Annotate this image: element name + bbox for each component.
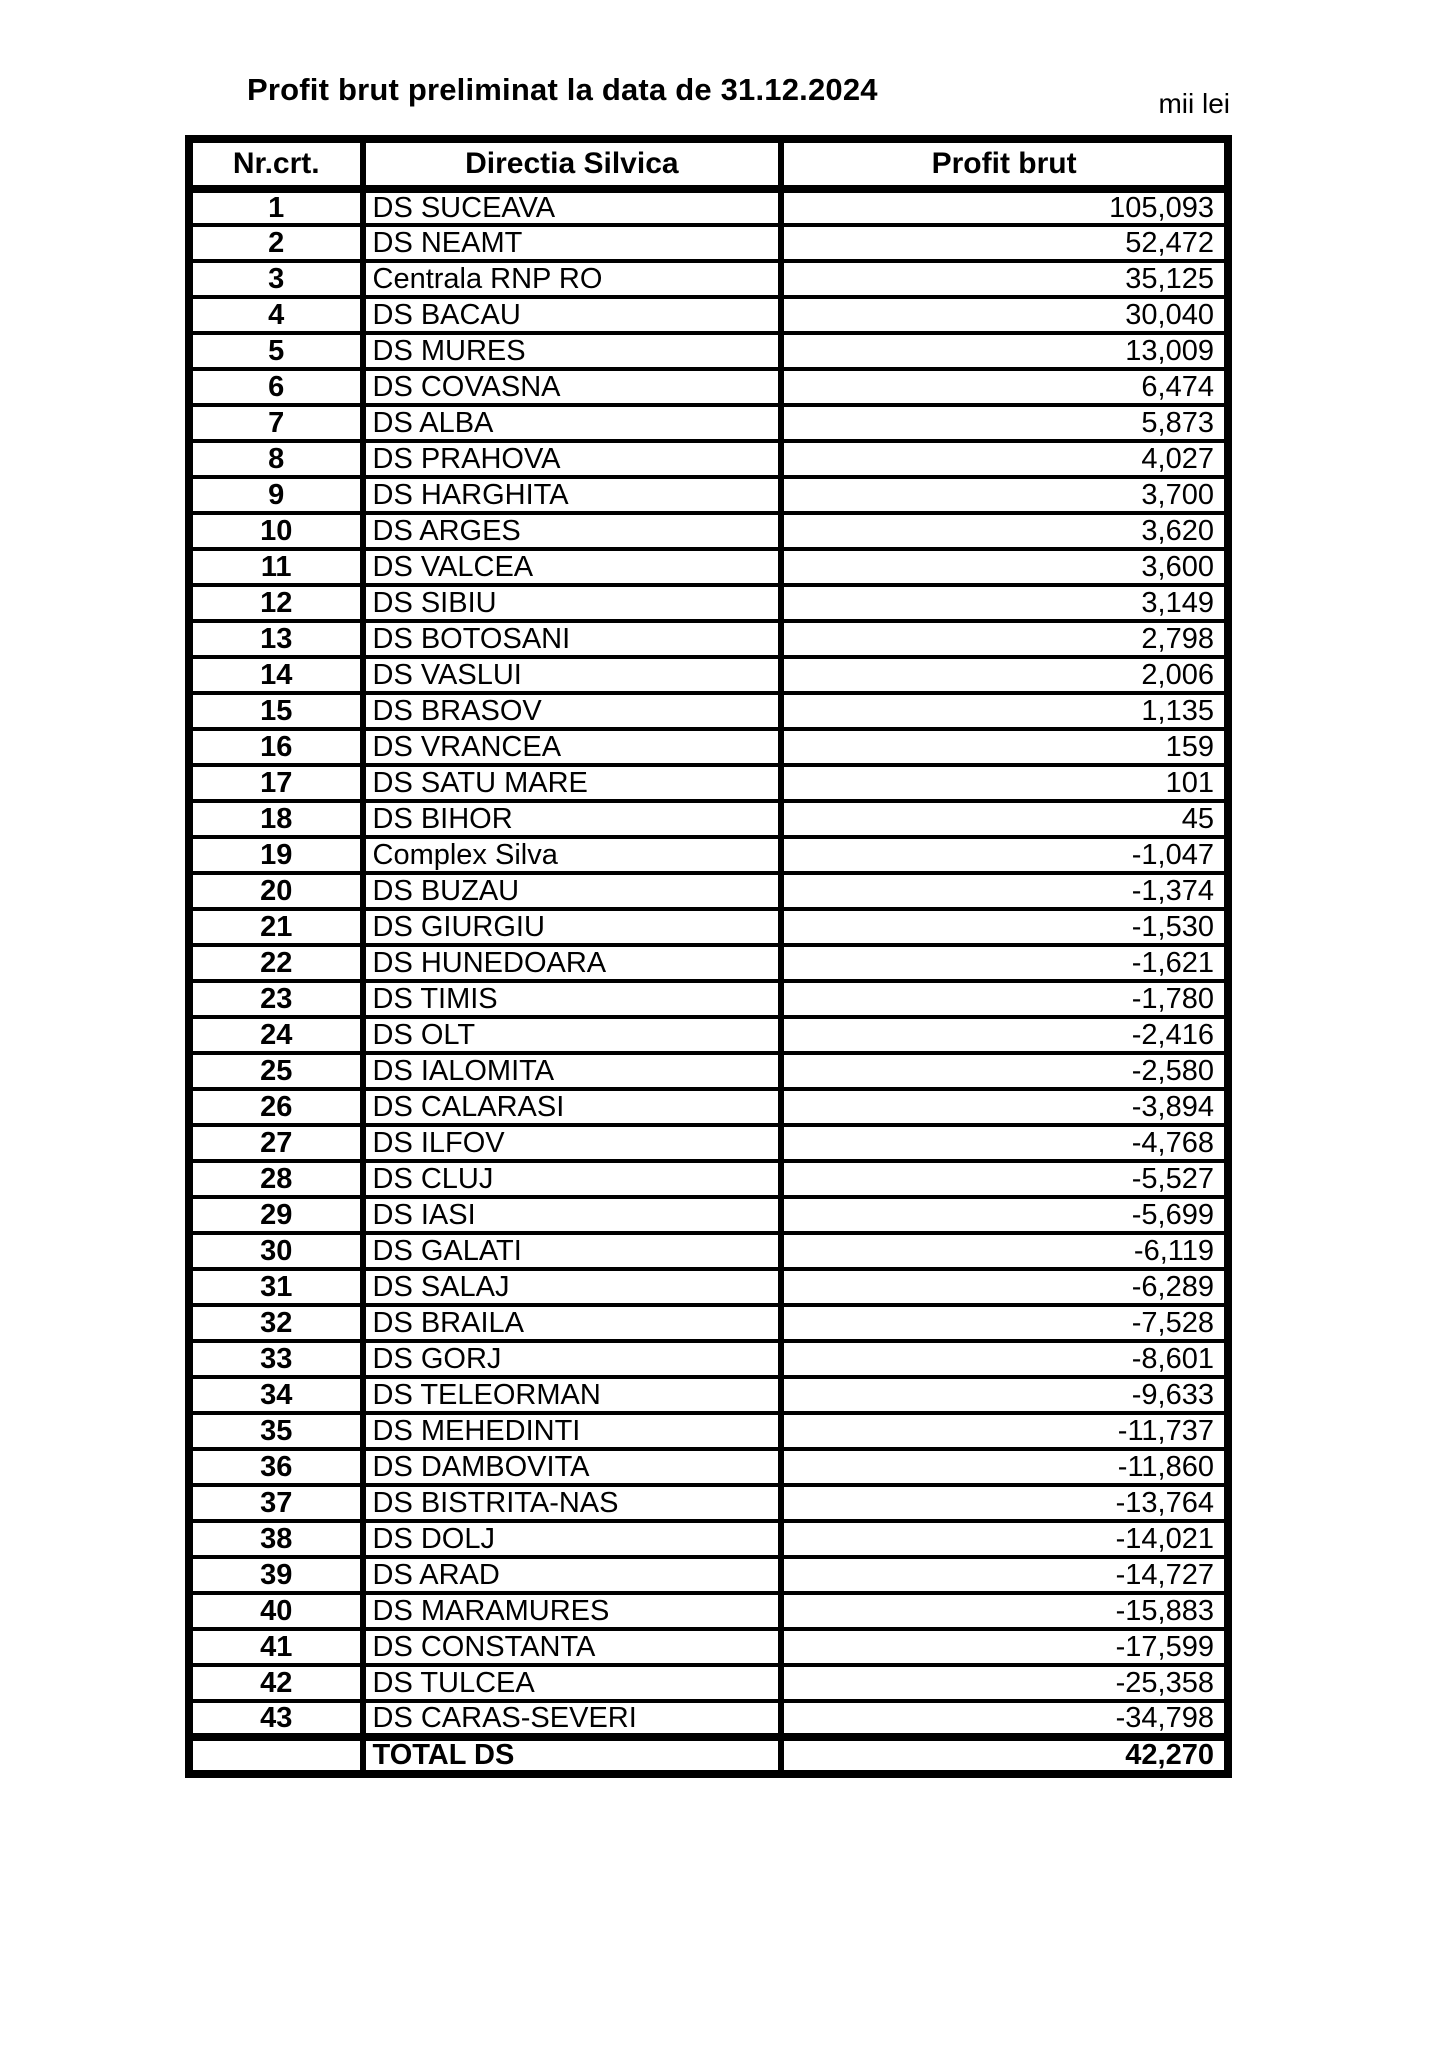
table-row: [189, 477, 1228, 513]
table-row: [189, 801, 1228, 837]
table-row: [189, 1665, 1228, 1701]
row-number-cell: 34: [189, 1377, 363, 1413]
row-name-cell: DS HARGHITA: [363, 477, 782, 513]
row-name-cell: DS TIMIS: [363, 981, 782, 1017]
table-row: [189, 1413, 1228, 1449]
row-number-cell: 28: [189, 1161, 363, 1197]
row-name-cell: DS MARAMURES: [363, 1593, 782, 1629]
table-row: [189, 261, 1228, 297]
table-row: [189, 1377, 1228, 1413]
row-number-cell: 24: [189, 1017, 363, 1053]
table-row: [189, 1197, 1228, 1233]
table-row: [189, 369, 1228, 405]
row-profit-cell: -1,780: [781, 981, 1228, 1017]
row-number-cell: 26: [189, 1089, 363, 1125]
row-name-cell: DS SIBIU: [363, 585, 782, 621]
row-name-cell: DS NEAMT: [363, 225, 782, 261]
row-number-cell: 2: [189, 225, 363, 261]
table-row: [189, 1521, 1228, 1557]
row-name-cell: Centrala RNP RO: [363, 261, 782, 297]
table-row: [189, 1593, 1228, 1629]
row-number-cell: 32: [189, 1305, 363, 1341]
row-name-cell: DS TULCEA: [363, 1665, 782, 1701]
row-name-cell: DS CALARASI: [363, 1089, 782, 1125]
row-number-cell: 1: [189, 189, 363, 225]
row-number-cell: 36: [189, 1449, 363, 1485]
table-row: [189, 1017, 1228, 1053]
row-number-cell: 3: [189, 261, 363, 297]
total-value: 42,270: [781, 1737, 1228, 1774]
row-number-cell: 39: [189, 1557, 363, 1593]
row-name-cell: DS BACAU: [363, 297, 782, 333]
row-number-cell: 30: [189, 1233, 363, 1269]
row-name-cell: DS PRAHOVA: [363, 441, 782, 477]
row-profit-cell: 4,027: [781, 441, 1228, 477]
row-number-cell: 18: [189, 801, 363, 837]
table-header-row: [189, 139, 1228, 189]
row-number-cell: 21: [189, 909, 363, 945]
row-name-cell: DS TELEORMAN: [363, 1377, 782, 1413]
row-name-cell: DS ARAD: [363, 1557, 782, 1593]
row-name-cell: DS GORJ: [363, 1341, 782, 1377]
table-row: [189, 657, 1228, 693]
row-profit-cell: 3,149: [781, 585, 1228, 621]
row-name-cell: Complex Silva: [363, 837, 782, 873]
row-number-cell: 25: [189, 1053, 363, 1089]
row-name-cell: DS CLUJ: [363, 1161, 782, 1197]
row-profit-cell: -14,727: [781, 1557, 1228, 1593]
row-number-cell: 29: [189, 1197, 363, 1233]
table-row: [189, 1557, 1228, 1593]
row-number-cell: 7: [189, 405, 363, 441]
row-number-cell: 16: [189, 729, 363, 765]
row-profit-cell: 3,600: [781, 549, 1228, 585]
table-row: [189, 873, 1228, 909]
row-number-cell: 19: [189, 837, 363, 873]
row-name-cell: DS CARAS-SEVERI: [363, 1701, 782, 1737]
table-body: [189, 189, 1228, 1737]
table-row: [189, 1125, 1228, 1161]
row-number-cell: 10: [189, 513, 363, 549]
profit-table-section: [185, 88, 1232, 1778]
row-profit-cell: -25,358: [781, 1665, 1228, 1701]
header-profit-brut: Profit brut: [781, 139, 1228, 189]
row-number-cell: 27: [189, 1125, 363, 1161]
row-number-cell: 22: [189, 945, 363, 981]
row-name-cell: DS VASLUI: [363, 657, 782, 693]
row-profit-cell: 2,006: [781, 657, 1228, 693]
table-row: [189, 1233, 1228, 1269]
row-profit-cell: -13,764: [781, 1485, 1228, 1521]
row-profit-cell: 35,125: [781, 261, 1228, 297]
table-row: [189, 333, 1228, 369]
table-row: [189, 549, 1228, 585]
row-profit-cell: 6,474: [781, 369, 1228, 405]
row-profit-cell: -3,894: [781, 1089, 1228, 1125]
table-row: [189, 729, 1228, 765]
row-profit-cell: 159: [781, 729, 1228, 765]
row-profit-cell: -7,528: [781, 1305, 1228, 1341]
row-name-cell: DS ILFOV: [363, 1125, 782, 1161]
row-profit-cell: -4,768: [781, 1125, 1228, 1161]
row-name-cell: DS IASI: [363, 1197, 782, 1233]
table-row: [189, 909, 1228, 945]
row-profit-cell: -1,047: [781, 837, 1228, 873]
row-name-cell: DS BRAILA: [363, 1305, 782, 1341]
row-name-cell: DS BUZAU: [363, 873, 782, 909]
row-profit-cell: 5,873: [781, 405, 1228, 441]
row-profit-cell: -1,621: [781, 945, 1228, 981]
table-row: [189, 1305, 1228, 1341]
table-row: [189, 585, 1228, 621]
row-profit-cell: -14,021: [781, 1521, 1228, 1557]
table-row: [189, 441, 1228, 477]
row-name-cell: DS BISTRITA-NAS: [363, 1485, 782, 1521]
row-number-cell: 15: [189, 693, 363, 729]
row-name-cell: DS ALBA: [363, 405, 782, 441]
row-name-cell: DS OLT: [363, 1017, 782, 1053]
table-row: [189, 297, 1228, 333]
table-row: [189, 1269, 1228, 1305]
row-number-cell: 23: [189, 981, 363, 1017]
row-number-cell: 4: [189, 297, 363, 333]
table-row: [189, 621, 1228, 657]
row-number-cell: 5: [189, 333, 363, 369]
row-number-cell: 35: [189, 1413, 363, 1449]
table-row: [189, 405, 1228, 441]
row-number-cell: 12: [189, 585, 363, 621]
header-nr-crt: Nr.crt.: [189, 139, 363, 189]
row-name-cell: DS GALATI: [363, 1233, 782, 1269]
table-row: [189, 693, 1228, 729]
row-number-cell: 43: [189, 1701, 363, 1737]
row-profit-cell: 13,009: [781, 333, 1228, 369]
row-profit-cell: 3,620: [781, 513, 1228, 549]
table-row: [189, 225, 1228, 261]
row-name-cell: DS BIHOR: [363, 801, 782, 837]
table-row: [189, 189, 1228, 225]
profit-table: [185, 135, 1232, 1778]
row-profit-cell: -6,119: [781, 1233, 1228, 1269]
row-number-cell: 38: [189, 1521, 363, 1557]
row-number-cell: 37: [189, 1485, 363, 1521]
header-directia-silvica: Directia Silvica: [363, 139, 782, 189]
row-number-cell: 33: [189, 1341, 363, 1377]
row-profit-cell: -9,633: [781, 1377, 1228, 1413]
row-number-cell: 11: [189, 549, 363, 585]
row-profit-cell: 30,040: [781, 297, 1228, 333]
table-row: [189, 1089, 1228, 1125]
row-name-cell: DS BRASOV: [363, 693, 782, 729]
row-profit-cell: -2,416: [781, 1017, 1228, 1053]
row-name-cell: DS COVASNA: [363, 369, 782, 405]
row-name-cell: DS VALCEA: [363, 549, 782, 585]
row-number-cell: 9: [189, 477, 363, 513]
table-row: [189, 1629, 1228, 1665]
table-row: [189, 1449, 1228, 1485]
table-row: [189, 837, 1228, 873]
table-row: [189, 765, 1228, 801]
row-profit-cell: 2,798: [781, 621, 1228, 657]
table-row: [189, 513, 1228, 549]
row-name-cell: DS DAMBOVITA: [363, 1449, 782, 1485]
row-profit-cell: -15,883: [781, 1593, 1228, 1629]
row-number-cell: 14: [189, 657, 363, 693]
row-name-cell: DS VRANCEA: [363, 729, 782, 765]
row-number-cell: 40: [189, 1593, 363, 1629]
row-profit-cell: -34,798: [781, 1701, 1228, 1737]
table-row: [189, 945, 1228, 981]
row-number-cell: 8: [189, 441, 363, 477]
row-profit-cell: -11,737: [781, 1413, 1228, 1449]
row-name-cell: DS MURES: [363, 333, 782, 369]
row-profit-cell: -1,374: [781, 873, 1228, 909]
row-profit-cell: -8,601: [781, 1341, 1228, 1377]
row-profit-cell: -5,699: [781, 1197, 1228, 1233]
row-profit-cell: -17,599: [781, 1629, 1228, 1665]
row-number-cell: 6: [189, 369, 363, 405]
row-number-cell: 20: [189, 873, 363, 909]
page-title: Profit brut preliminat la data de 31.12.2024: [247, 72, 878, 107]
row-name-cell: DS CONSTANTA: [363, 1629, 782, 1665]
row-profit-cell: 3,700: [781, 477, 1228, 513]
table-row: [189, 1053, 1228, 1089]
row-profit-cell: -11,860: [781, 1449, 1228, 1485]
row-profit-cell: -1,530: [781, 909, 1228, 945]
row-name-cell: DS SALAJ: [363, 1269, 782, 1305]
row-profit-cell: 101: [781, 765, 1228, 801]
row-name-cell: DS IALOMITA: [363, 1053, 782, 1089]
row-name-cell: DS BOTOSANI: [363, 621, 782, 657]
row-name-cell: DS SUCEAVA: [363, 189, 782, 225]
row-number-cell: 13: [189, 621, 363, 657]
total-row: [189, 1737, 1228, 1774]
row-profit-cell: 105,093: [781, 189, 1228, 225]
row-profit-cell: -6,289: [781, 1269, 1228, 1305]
total-label: TOTAL DS: [363, 1737, 782, 1774]
total-nr-cell: [189, 1737, 363, 1774]
row-number-cell: 17: [189, 765, 363, 801]
table-row: [189, 1161, 1228, 1197]
row-name-cell: DS MEHEDINTI: [363, 1413, 782, 1449]
row-profit-cell: -5,527: [781, 1161, 1228, 1197]
table-row: [189, 1341, 1228, 1377]
row-name-cell: DS GIURGIU: [363, 909, 782, 945]
row-number-cell: 41: [189, 1629, 363, 1665]
row-profit-cell: 45: [781, 801, 1228, 837]
row-name-cell: DS HUNEDOARA: [363, 945, 782, 981]
row-name-cell: DS DOLJ: [363, 1521, 782, 1557]
row-number-cell: 42: [189, 1665, 363, 1701]
table-row: [189, 981, 1228, 1017]
row-number-cell: 31: [189, 1269, 363, 1305]
row-name-cell: DS SATU MARE: [363, 765, 782, 801]
table-row: [189, 1485, 1228, 1521]
unit-note: mii lei: [1158, 88, 1230, 119]
row-profit-cell: 1,135: [781, 693, 1228, 729]
table-row: [189, 1701, 1228, 1737]
row-name-cell: DS ARGES: [363, 513, 782, 549]
row-profit-cell: -2,580: [781, 1053, 1228, 1089]
row-profit-cell: 52,472: [781, 225, 1228, 261]
